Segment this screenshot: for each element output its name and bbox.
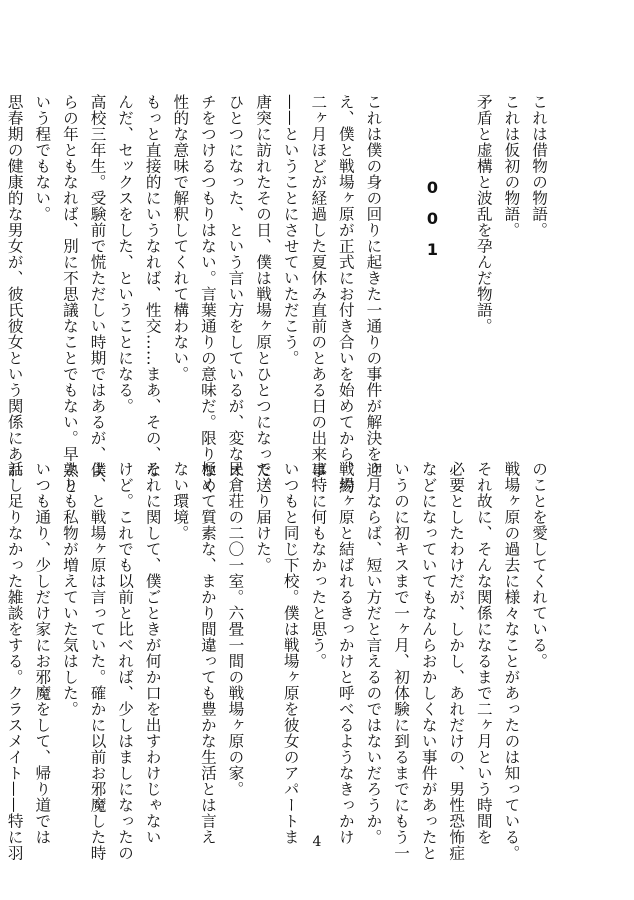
body-line: ヶ月ならば、短い方だと言えるのではないだろうか。 xyxy=(364,461,383,845)
epigraph-line: これは借物の物語。 xyxy=(530,94,548,238)
body-line: 二ヶ月ほどが経過した夏休み直前のとある日の出来事 xyxy=(309,94,328,478)
body-line: いつも通り、少しだけ家にお邪魔をして、帰り道では xyxy=(33,461,52,845)
body-line: は特に何もなかったと思う。 xyxy=(309,461,328,669)
blank-line xyxy=(386,94,414,458)
body-line: ひとつになった、という言い方をしているが、変なオ xyxy=(226,94,245,478)
page-number: 4 xyxy=(312,834,322,850)
body-line: え、僕と戦場ヶ原が正式にお付き合いを始めてから、約 xyxy=(336,94,355,494)
body-line: 必要としたわけだが、しかし、あれだけの、男性恐怖症 xyxy=(447,461,466,861)
body-line: 戦場ヶ原と結ばれるきっかけと呼べるようなきっかけ xyxy=(336,461,355,845)
blank-line xyxy=(414,94,442,458)
body-line: 話し足りなかった雑談をする。クラスメイト——特に羽 xyxy=(5,461,24,861)
body-line: などになっていてもなんらおかしくない事件があったと xyxy=(419,461,438,861)
body-line: ——ということにさせていただこう。 xyxy=(281,94,300,366)
body-line: よ、と戦場ヶ原は言っていた。確かに以前お邪魔した時 xyxy=(88,461,107,861)
body-line: 極めて質素な、まかり間違っても豊かな生活とは言え xyxy=(198,461,217,845)
body-line: もっと直接的にいうなれば、性交……まあ、その、な xyxy=(143,94,162,478)
body-line: いう程でもない。 xyxy=(33,94,52,222)
body-line: 性的な意味で解釈してくれて構わない。 xyxy=(171,94,190,382)
body-line: いつもと同じ下校。僕は戦場ヶ原を彼女のアパートま xyxy=(281,461,300,845)
body-line: らの年ともなれば、別に不思議なことでもない。早熟と xyxy=(60,94,79,494)
body-line: ない環境。 xyxy=(171,461,190,541)
body-line: 思春期の健康的な男女が、彼氏彼女という関係にあれ xyxy=(5,94,24,478)
body-line: 高校三年生。受験前で慌ただしい時期ではあるが、僕 xyxy=(88,94,107,478)
body-line: で送り届けた。 xyxy=(254,461,273,573)
body-line: んだ、セックスをした、ということになる。 xyxy=(116,94,135,414)
chapter-number: 001 xyxy=(423,178,442,271)
body-line: 唐突に訪れたその日、僕は戦場ヶ原とひとつになった。 xyxy=(254,94,273,494)
epigraph-line: これは仮初の物語。 xyxy=(502,94,521,238)
body-line: これは僕の身の回りに起きた一通りの事件が解決を迎 xyxy=(364,94,383,478)
epigraph-line: 矛盾と虚構と波乱を孕んだ物語。 xyxy=(474,94,493,334)
body-line: いうのに初キスまで一ヶ月、初体験に到るまでにもう一 xyxy=(392,461,411,861)
blank-line xyxy=(442,94,470,458)
body-line: けど。これでも以前と比べれば、少しはましになったの xyxy=(116,461,135,861)
body-line: のことを愛してくれている。 xyxy=(530,461,548,669)
body-line: 民倉荘の二〇一室。六畳一間の戦場ヶ原の家。 xyxy=(226,461,245,797)
body-line: それ故に、そんな関係になるまで二ヶ月という時間を xyxy=(474,461,493,845)
body-line: よりも私物が増えていた気はした。 xyxy=(60,461,79,717)
body-line: チをつけるつもりはない。言葉通りの意味だ。限りなく xyxy=(198,94,217,494)
body-line: それに関して、僕ごときが何か口を出すわけじゃない xyxy=(143,461,162,845)
top-text-block xyxy=(0,94,552,494)
bottom-text-block xyxy=(0,461,552,861)
body-line: 戦場ヶ原の過去に様々なことがあったのは知っている。 xyxy=(502,461,521,861)
